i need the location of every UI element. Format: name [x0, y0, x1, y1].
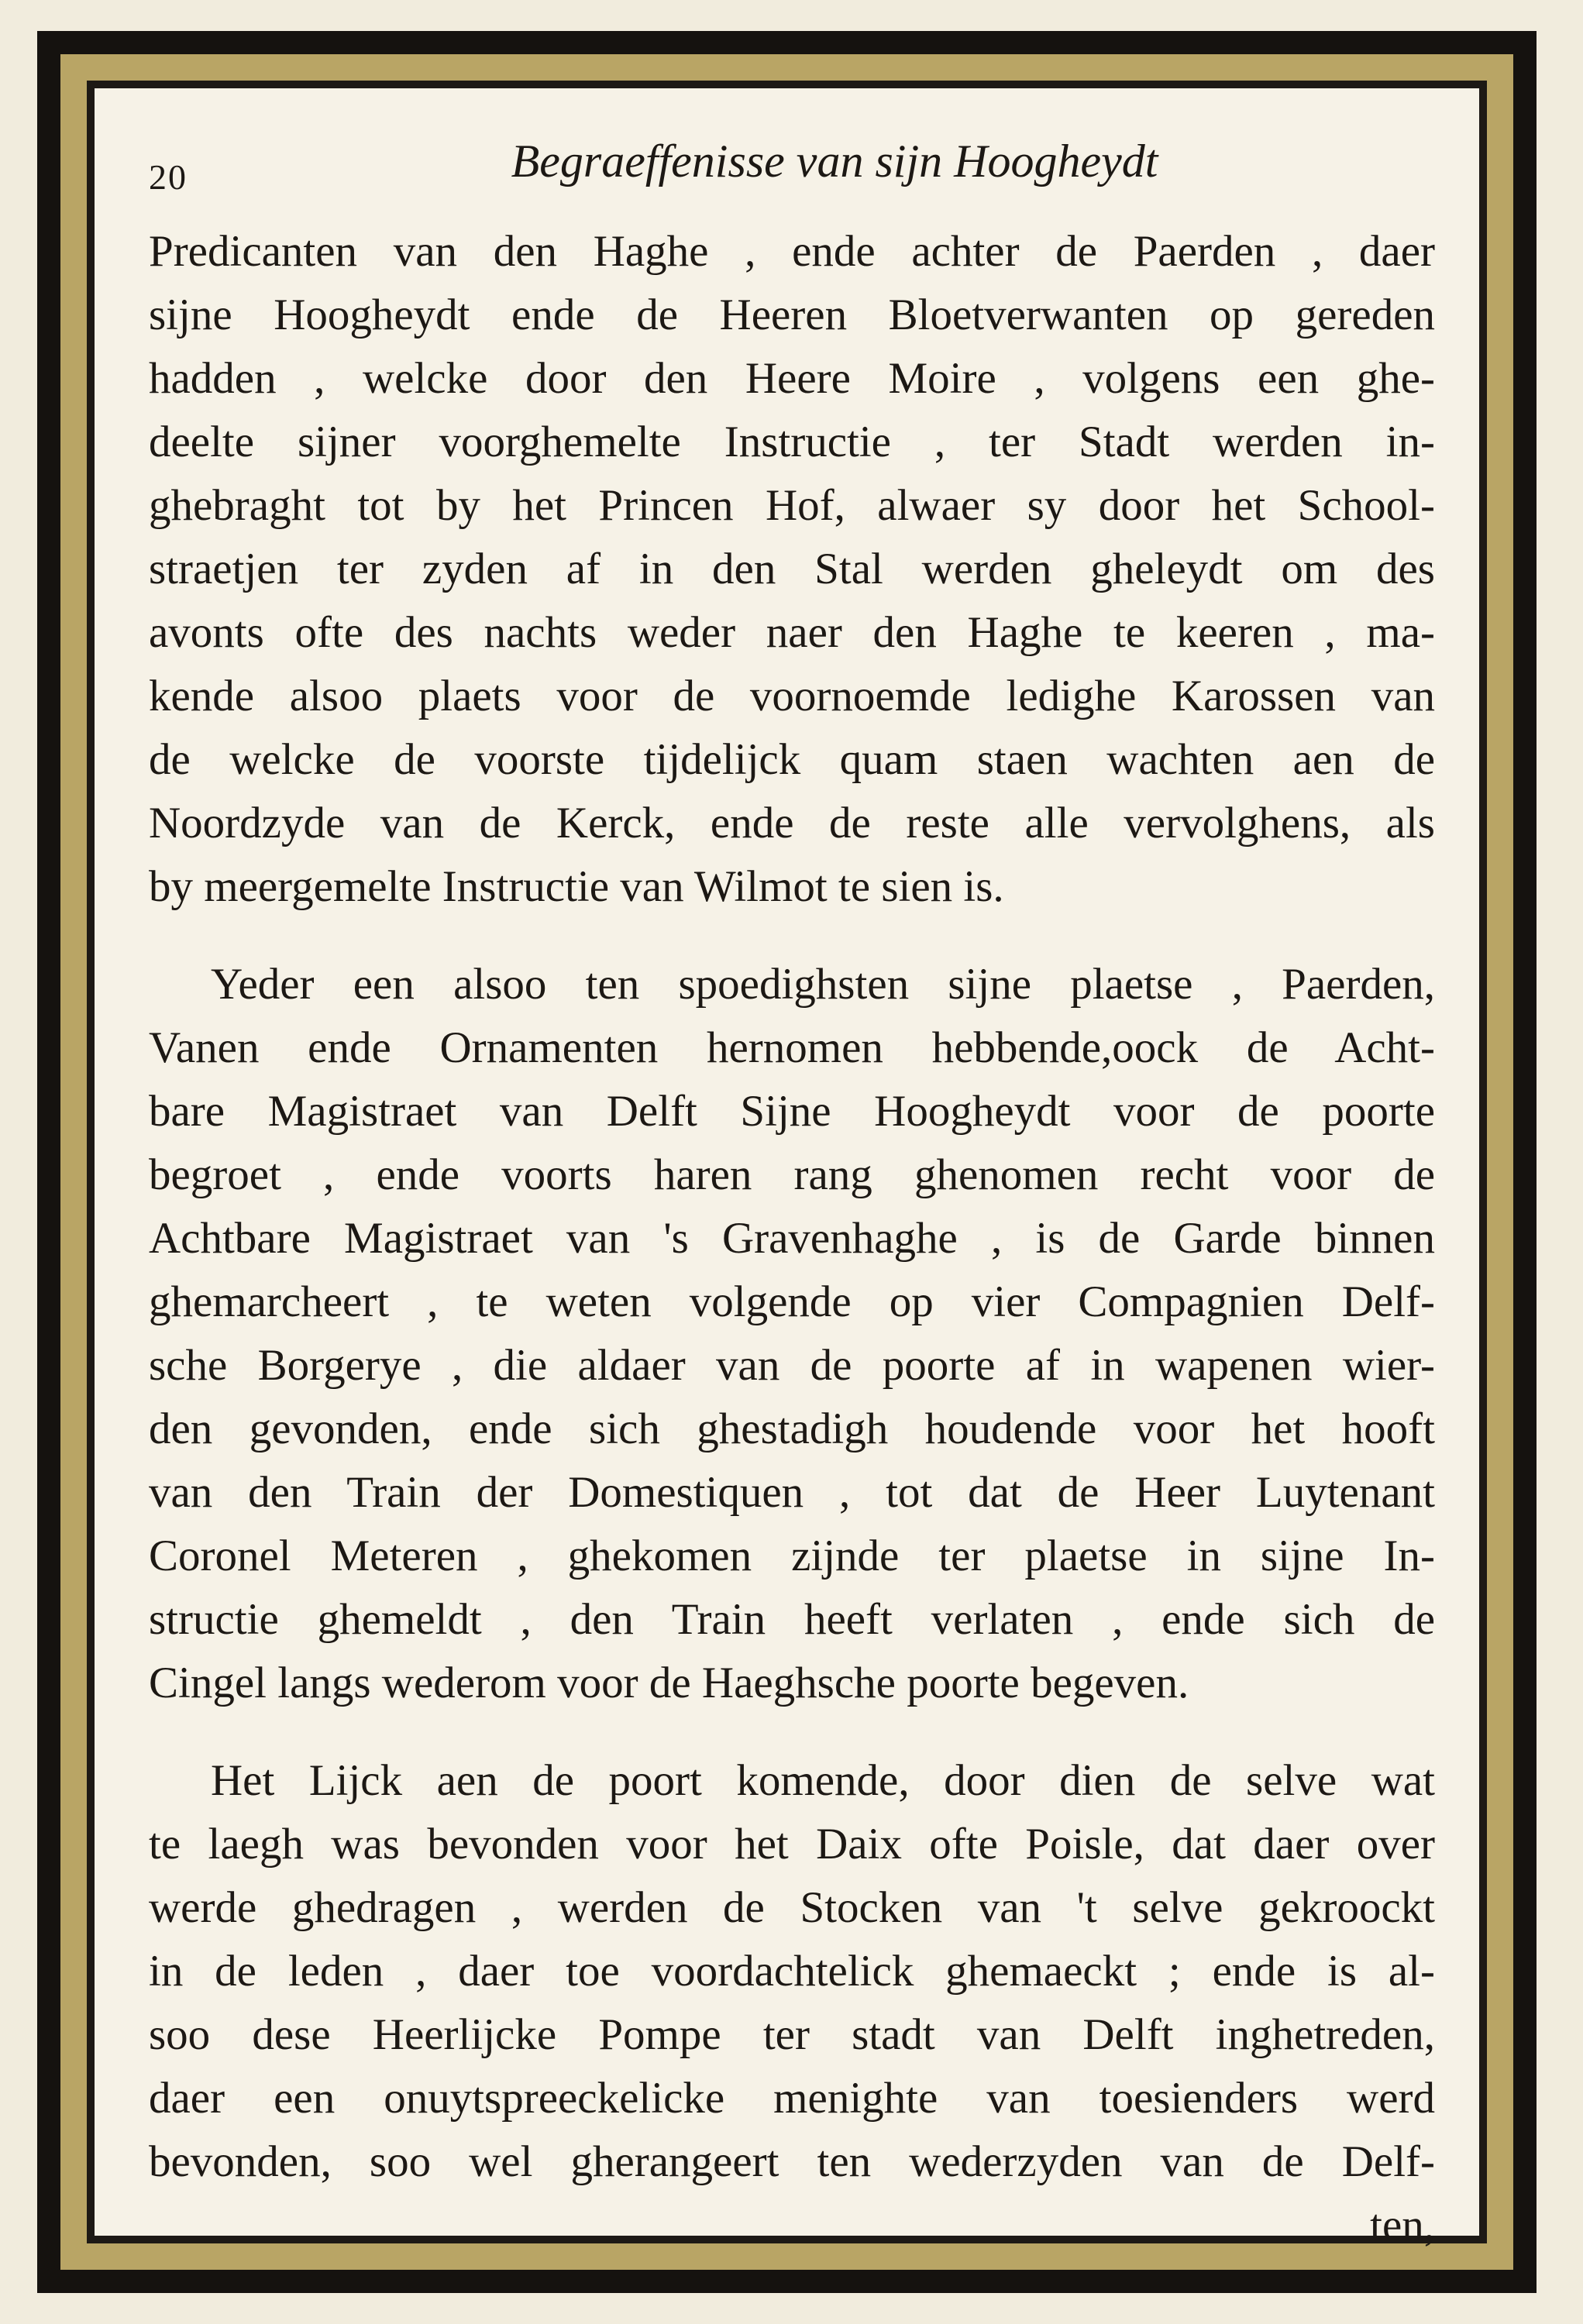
text-line: soo dese Heerlijcke Pompe ter stadt van Delft inghetreden,: [149, 2010, 1435, 2059]
text-line: Yeder een alsoo ten spoedighsten sijne plaetse , Paerden,: [211, 960, 1435, 1009]
text-line: daer een onuytspreeckelicke menighte van toesienders werd: [149, 2074, 1435, 2123]
text-line: by meergemelte Instructie van Wilmot te sien is.: [149, 862, 1004, 911]
text-line: Het Lijck aen de poort komende, door dien de selve wat: [211, 1756, 1435, 1805]
text-line: Coronel Meteren , ghekomen zijnde ter plaetse in sijne In-: [149, 1532, 1435, 1580]
paragraph-3: [149, 1749, 1435, 2194]
text-line: hadden , welcke door den Heere Moire , volgens een ghe-: [149, 354, 1435, 403]
text-line: den gevonden, ende sich ghestadigh houdende voor het hooft: [149, 1404, 1435, 1453]
text-block: [149, 135, 1435, 2257]
text-line: te laegh was bevonden voor het Daix ofte Poisle, dat daer over: [149, 1820, 1435, 1868]
text-line: Achtbare Magistraet van 's Gravenhaghe , is de Garde binnen: [149, 1214, 1435, 1263]
text-line: deelte sijner voorghemelte Instructie , ter Stadt werden in-: [149, 418, 1435, 466]
text-line: Vanen ende Ornamenten hernomen hebbende,oock de Acht-: [149, 1023, 1435, 1072]
text-line: ghemarcheert , te weten volgende op vier Compagnien Delf-: [149, 1277, 1435, 1326]
text-line: structie ghemeldt , den Train heeft verlaten , ende sich de: [149, 1595, 1435, 1644]
printed-page: [95, 88, 1479, 2250]
paragraph-gap: [149, 1715, 1435, 1749]
text-line: Cingel langs wederom voor de Haeghsche poorte begeven.: [149, 1659, 1189, 1707]
text-line: kende alsoo plaets voor de voornoemde ledighe Karossen van: [149, 672, 1435, 720]
page-header: [149, 135, 1435, 220]
text-line: sche Borgerye , die aldaer van de poorte af in wapenen wier-: [149, 1341, 1435, 1390]
text-line: Predicanten van den Haghe , ende achter de Paerden , daer: [149, 227, 1435, 276]
text-line: werde ghedragen , werden de Stocken van 't selve gekroockt: [149, 1883, 1435, 1932]
page-number: 20: [149, 157, 188, 197]
text-line: sijne Hoogheydt ende de Heeren Bloetverwanten op gereden: [149, 290, 1435, 339]
text-line: bare Magistraet van Delft Sijne Hoogheydt voor de poorte: [149, 1087, 1435, 1136]
text-line: Noordzyde van de Kerck, ende de reste alle vervolghens, als: [149, 799, 1435, 847]
text-line: van den Train der Domestiquen , tot dat de Heer Luytenant: [149, 1468, 1435, 1517]
paragraph-gap: [149, 919, 1435, 953]
running-title: Begraeffenisse van sijn Hoogheydt: [511, 136, 1158, 187]
text-line: de welcke de voorste tijdelijck quam staen wachten aen de: [149, 735, 1435, 784]
catchword: ten,: [1370, 2201, 1435, 2250]
text-line: avonts ofte des nachts weder naer den Haghe te keeren , ma-: [149, 608, 1435, 657]
text-line: straetjen ter zyden af in den Stal werden gheleydt om des: [149, 545, 1435, 593]
text-line: in de leden , daer toe voordachtelick ghemaeckt ; ende is al-: [149, 1947, 1435, 1996]
text-line: bevonden, soo wel gherangeert ten wederzyden van de Delf-: [149, 2137, 1435, 2186]
text-line: ghebraght tot by het Princen Hof, alwaer sy door het School-: [149, 481, 1435, 530]
paragraph-1: [149, 220, 1435, 919]
text-line: begroet , ende voorts haren rang ghenomen recht voor de: [149, 1150, 1435, 1199]
paragraph-2: [149, 953, 1435, 1715]
